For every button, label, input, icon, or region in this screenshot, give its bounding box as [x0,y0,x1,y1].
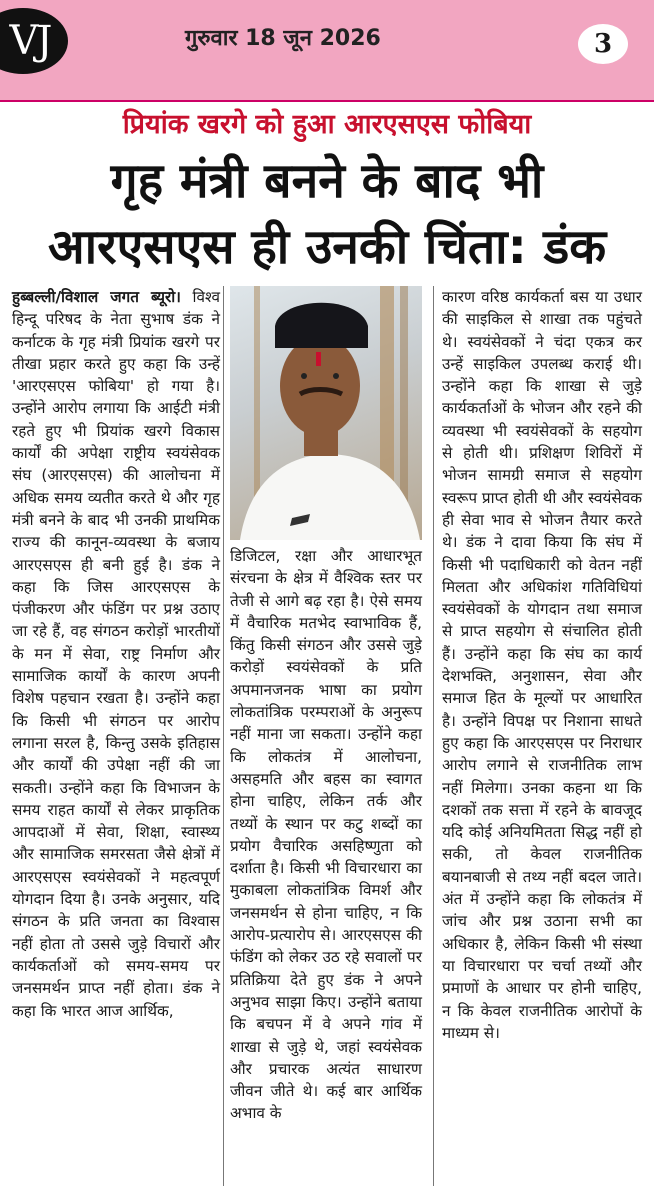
headline-line-1: गृह मंत्री बनने के बाद भी [110,153,544,209]
article-column-1 [12,286,220,1022]
column-divider [223,286,224,1186]
column-1-text: विश्व हिन्दू परिषद के नेता सुभाष डंक ने कर्नाटक के गृह मंत्री प्रियांक खरगे पर तीखा प्रहार करते हुए कहा कि उन्हें 'आरएसएस फोबिया' हो गया है। उन्होंने आरोप लगाया कि आईटी मंत्री रहते हुए भी प्रियांक खरगे विकास कार्यों की अपेक्षा राष्ट्रीय स्वयंसेवक संघ (आरएसएस) की आलोचना में अधिक समय व्यतीत करते थे और गृह मंत्री बनने के बाद भी उनकी प्राथमिक राज्य की कानून-व्यवस्था के बजाय आरएसएस ही बनी हुई है। डंक ने कहा कि जिस आरएसएस के पंजीकरण और फंडिंग पर प्रश्न उठाए जा रहे हैं, वह संगठन करोड़ों भारतीयों के मन में सेवा, राष्ट्र निर्माण और सामाजिक कार्यों के कारण अपनी विशेष पहचान रखता है। उन्होंने कहा कि किसी भी संगठन पर आरोप लगाना सरल है, किन्तु उसके इतिहास और कार्यों की उपेक्षा नहीं की जा सकती। उन्होंने कहा कि विभाजन के समय राहत कार्यों से लेकर प्राकृतिक आपदाओं में सेवा, शिक्षा, स्वास्थ्य और सामाजिक समरसता जैसे क्षेत्रों में आरएसएस स्वयंसेवकों ने महत्वपूर्ण योगदान दिया है। उनके अनुसार, यदि संगठन के प्रति जनता का विश्वास नहीं होता तो उससे जुड़े विचारों और कार्यकर्ताओं को समय-समय पर जनसमर्थन प्राप्त नहीं होता। डंक ने कहा कि भारत आज आर्थिक, [12,288,221,1020]
page-number: 3 [578,24,628,64]
issue-date: गुरुवार 18 जून 2026 [185,26,381,51]
headline-line-2: आरएसएस ही उनकी चिंता: डंक [47,219,607,275]
page-header [0,0,654,102]
main-headline [0,148,654,280]
speaker-photo [230,286,422,540]
article-column-3: कारण वरिष्ठ कार्यकर्ता बस या उधार की साइकिल से शाखा तक पहुंचते थे। स्वयंसेवकों ने चंदा एकत्र कर उन्हें साइकिल उपलब्ध कराई थी। उन्होंने कहा कि शाखा से जुड़े कार्यकर्ताओं के भोजन और रहने की व्यवस्था भी स्वयंसेवकों के सहयोग से होती थी। प्रशिक्षण शिविरों में भोजन सामग्री समाज से सहयोग स्वरूप प्राप्त होती थी और स्वयंसेवक ही सेवा भाव से भोजन तैयार करते थे। डंक ने दावा किया कि संघ में किसी भी पदाधिकारी को वेतन नहीं मिलता और अधिकांश गतिविधियां स्वयंसेवकों के योगदान तथा समाज से प्राप्त सहयोग से संचालित होती हैं। उन्होंने कहा कि संघ का कार्य देशभक्ति, अनुशासन, सेवा और समाज हित के मूल्यों पर आधारित है। उन्होंने विपक्ष पर निशाना साधते हुए कहा कि आरएसएस पर निराधार आरोप लगाने से राजनीतिक लाभ नहीं मिलेगा। उनका कहना था कि दशकों तक सत्ता में रहने के बावजूद यदि कोई अनियमितता सिद्ध नहीं हो सकी, तो केवल राजनीतिक बयानबाजी से तथ्य नहीं बदल जाते। अंत में उन्होंने कहा कि लोकतंत्र में जांच और प्रश्न उठाना सभी का अधिकार है, लेकिन किसी भी संस्था या विचारधारा पर चर्चा तथ्यों और प्रमाणों के आधार पर होनी चाहिए, न कि केवल राजनीतिक आरोपों के माध्यम से। [442,288,642,1042]
dateline: हुब्बल्ली/विशाल जगत ब्यूरो। [12,288,181,306]
article-column-2: डिजिटल, रक्षा और आधारभूत संरचना के क्षेत्र में वैश्विक स्तर पर तेजी से आगे बढ़ रहा है। ऐसे समय में वैचारिक मतभेद स्वाभाविक हैं, किंतु किसी संगठन और उससे जुड़े करोड़ों स्वयंसेवकों के प्रति अपमानजनक भाषा का प्रयोग लोकतांत्रिक परम्पराओं के अनुरूप नहीं माना जा सकता। उन्होंने कहा कि लोकतंत्र में आलोचना, असहमति और बहस का स्वागत होना चाहिए, लेकिन तर्क और तथ्यों के स्थान पर कटु शब्दों का प्रयोग वैचारिक असहिष्णुता को दर्शाता है। किसी भी विचारधारा का मुकाबला लोकतांत्रिक विमर्श और जनसमर्थन से होना चाहिए, न कि आरोप-प्रत्यारोप से। आरएसएस की फंडिंग को लेकर उठ रहे सवालों पर प्रतिक्रिया देते हुए डंक ने अपने अनुभव साझा किए। उन्होंने बताया कि बचपन में वे अपने गांव में शाखा से जुड़े थे, जहां स्वयंसेवक और प्रचारक अत्यंत साधारण जीवन जीते थे। कई बार आर्थिक अभाव के [230,547,422,1123]
column-divider [433,286,434,1186]
portrait-illustration [230,286,422,540]
kicker-headline: प्रियांक खरगे को हुआ आरएसएस फोबिया [122,109,532,140]
newspaper-logo: VJ [0,8,68,74]
